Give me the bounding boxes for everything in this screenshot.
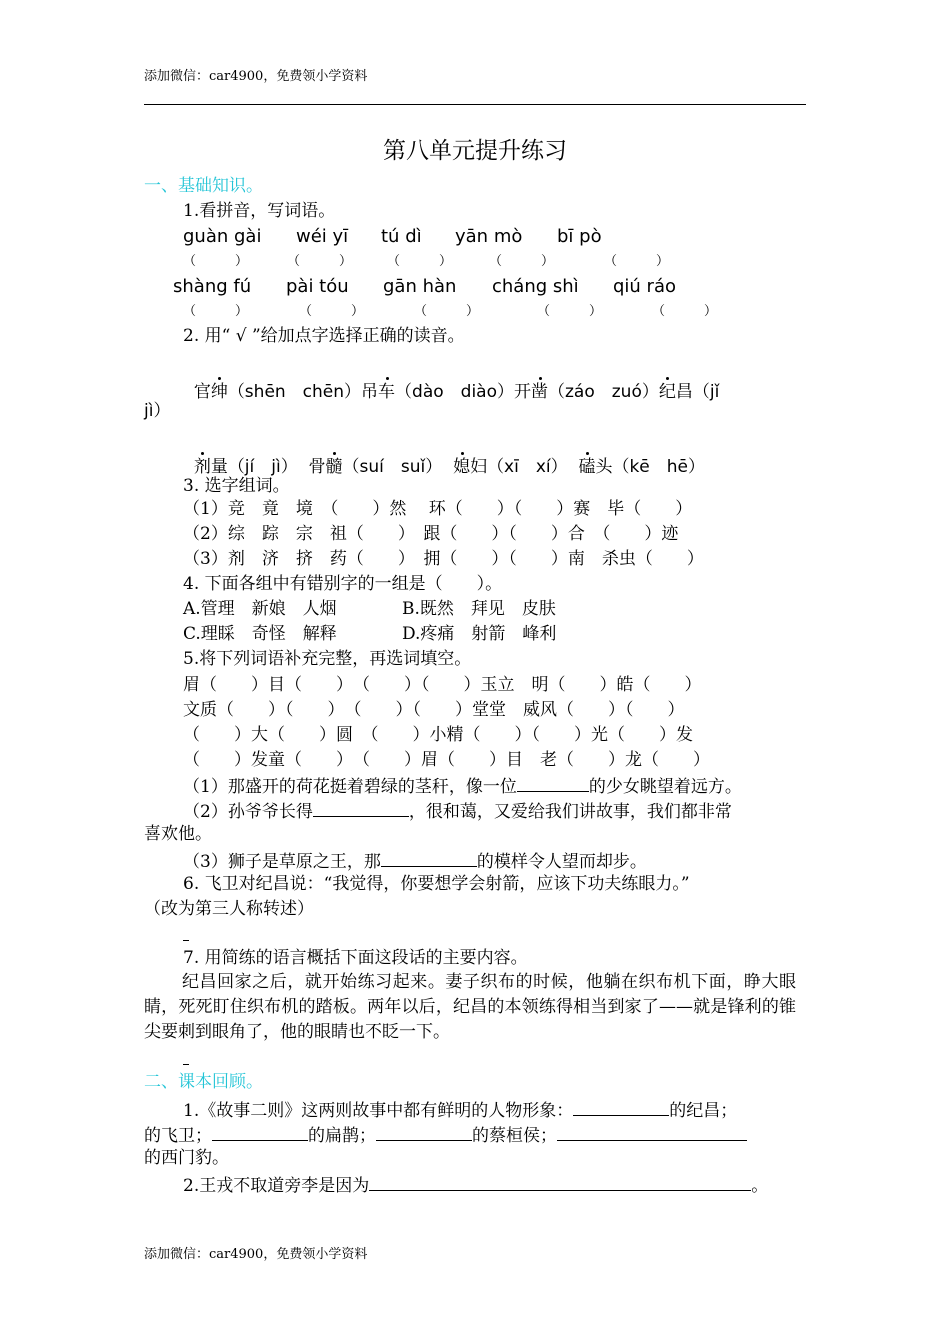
q2-word: 纪昌（jǐ bbox=[658, 382, 720, 402]
section1-heading: 一、基础知识。 bbox=[144, 176, 263, 196]
q4-option-c[interactable]: C.理睬 奇怪 解释 bbox=[183, 624, 337, 644]
answer-paren[interactable]: （ ） bbox=[183, 304, 249, 319]
pinyin-2: wéi yī bbox=[296, 226, 349, 247]
blank[interactable] bbox=[517, 776, 589, 792]
header-rule bbox=[144, 104, 806, 105]
q1-stem: 1.看拼音，写词语。 bbox=[183, 201, 336, 221]
q2-word: 吊车（dào diào） bbox=[361, 382, 514, 402]
blank[interactable] bbox=[212, 1125, 308, 1141]
pinyin-9: cháng shì bbox=[492, 276, 579, 297]
blank[interactable] bbox=[573, 1100, 669, 1116]
q5-sentence-1: （1）那盛开的荷花挺着碧绿的茎秆，像一位 的少女眺望着远方。 bbox=[183, 777, 742, 797]
answer-paren[interactable]: （ ） bbox=[299, 304, 365, 319]
header-note: 添加微信：car4900，免费领小学资料 bbox=[144, 69, 368, 84]
q2-wrap: jì） bbox=[144, 401, 171, 421]
q3-row: （2）综 踪 宗 祖（ ） 跟（ ）（ ）合 （ ）迹 bbox=[183, 524, 679, 544]
pinyin-1: guàn gài bbox=[183, 226, 262, 247]
answer-paren[interactable]: （ ） bbox=[183, 254, 249, 269]
answer-paren[interactable]: （ ） bbox=[414, 304, 480, 319]
q5-row: （ ）大（ ）圆 （ ）小精（ ）（ ）光（ ）发 bbox=[183, 725, 693, 745]
answer-paren[interactable]: （ ） bbox=[604, 254, 670, 269]
answer-paren[interactable]: （ ） bbox=[537, 304, 603, 319]
pinyin-6: shàng fú bbox=[173, 276, 252, 297]
q2-line2 bbox=[183, 442, 705, 476]
q2-word: 骨髓（suí suǐ） bbox=[308, 457, 443, 477]
pinyin-10: qiú ráo bbox=[613, 276, 676, 297]
s2-q1-line1: 1.《故事二则》这两则故事中都有鲜明的人物形象： 的纪昌； bbox=[183, 1101, 738, 1121]
q5-row: 文质（ ）（ ） （ ）（ ）堂堂 威风（ ）（ ） bbox=[183, 700, 685, 720]
q6-stem: 6. 飞卫对纪昌说：“我觉得，你要想学会射箭，应该下功夫练眼力。” bbox=[183, 874, 690, 894]
q5-sentence-3: （3）狮子是草原之王，那 的模样令人望而却步。 bbox=[183, 852, 647, 872]
q2-word: 剂量（jí jì） bbox=[193, 457, 298, 477]
s2-q2: 2.王戎不取道旁李是因为 。 bbox=[183, 1176, 769, 1196]
q3-row: （1）竞 竟 境 （ ）然 环（ ）（ ）赛 毕（ ） bbox=[183, 499, 693, 519]
q4-option-b[interactable]: B.既然 拜见 皮肤 bbox=[402, 599, 556, 619]
footer-note: 添加微信：car4900，免费领小学资料 bbox=[144, 1247, 368, 1262]
blank[interactable] bbox=[557, 1125, 747, 1141]
q4-stem: 4. 下面各组中有错别字的一组是（ ）。 bbox=[183, 574, 503, 594]
q6-note: （改为第三人称转述） bbox=[144, 899, 314, 919]
pinyin-3: tú dì bbox=[381, 226, 422, 247]
q7-stem: 7. 用简练的语言概括下面这段话的主要内容。 bbox=[183, 948, 528, 968]
answer-line[interactable] bbox=[183, 1064, 189, 1065]
blank[interactable] bbox=[313, 801, 409, 817]
q3-row: （3）剂 济 挤 药（ ） 拥（ ）（ ）南 杀虫（ ） bbox=[183, 549, 704, 569]
section2-heading: 二、课本回顾。 bbox=[144, 1072, 263, 1092]
q5-row: 眉（ ）目（ ） （ ）（ ）玉立 明（ ）皓（ ） bbox=[183, 675, 702, 695]
s2-q1-line2: 的飞卫； 的扁鹊； 的蔡桓侯； bbox=[144, 1125, 747, 1145]
q5-row: （ ）发童（ ） （ ）眉（ ）目 老（ ）龙（ ） bbox=[183, 750, 710, 770]
answer-paren[interactable]: （ ） bbox=[287, 254, 353, 269]
q2-word: 磕头（kē hē） bbox=[578, 457, 705, 477]
blank[interactable] bbox=[381, 851, 477, 867]
pinyin-5: bī pò bbox=[557, 226, 602, 247]
blank[interactable] bbox=[376, 1125, 472, 1141]
q5-stem: 5.将下列词语补充完整，再选词填空。 bbox=[183, 649, 472, 669]
answer-line[interactable] bbox=[183, 940, 189, 941]
page-title: 第八单元提升练习 bbox=[383, 138, 567, 164]
q2-word: 开凿（záo zuó） bbox=[514, 382, 659, 402]
pinyin-4: yān mò bbox=[455, 226, 523, 247]
q2-stem: 2. 用“ √ ”给加点字选择正确的读音。 bbox=[183, 326, 465, 346]
q4-option-d[interactable]: D.疼痛 射箭 峰利 bbox=[402, 624, 557, 644]
q4-option-a[interactable]: A.管理 新娘 人烟 bbox=[183, 599, 337, 619]
pinyin-8: gān hàn bbox=[383, 276, 457, 297]
answer-paren[interactable]: （ ） bbox=[652, 304, 718, 319]
blank[interactable] bbox=[369, 1175, 751, 1191]
q5-sentence-2: （2）孙爷爷长得 ，很和蔼，又爱给我们讲故事，我们都非常 bbox=[183, 802, 732, 822]
q3-stem: 3. 选字组词。 bbox=[183, 476, 290, 496]
q2-line1 bbox=[183, 367, 719, 401]
q2-word: 媳妇（xī xí） bbox=[453, 457, 568, 477]
q7-passage: 纪昌回家之后，就开始练习起来。妻子织布的时候，他躺在织布机下面，睁大眼睛，死死盯住织布机的踏板。两年以后，纪昌的本领练得相当到家了——就是锋利的锥尖要刺到眼角了，他的眼睛也不眨一下。 bbox=[144, 972, 796, 1042]
s2-q1-line3: 的西门豹。 bbox=[144, 1148, 229, 1168]
answer-paren[interactable]: （ ） bbox=[387, 254, 453, 269]
q5-sentence-2-wrap: 喜欢他。 bbox=[144, 824, 212, 844]
q2-word: 官绅（shēn chēn） bbox=[193, 382, 362, 402]
pinyin-7: pài tóu bbox=[286, 276, 349, 297]
answer-paren[interactable]: （ ） bbox=[489, 254, 555, 269]
